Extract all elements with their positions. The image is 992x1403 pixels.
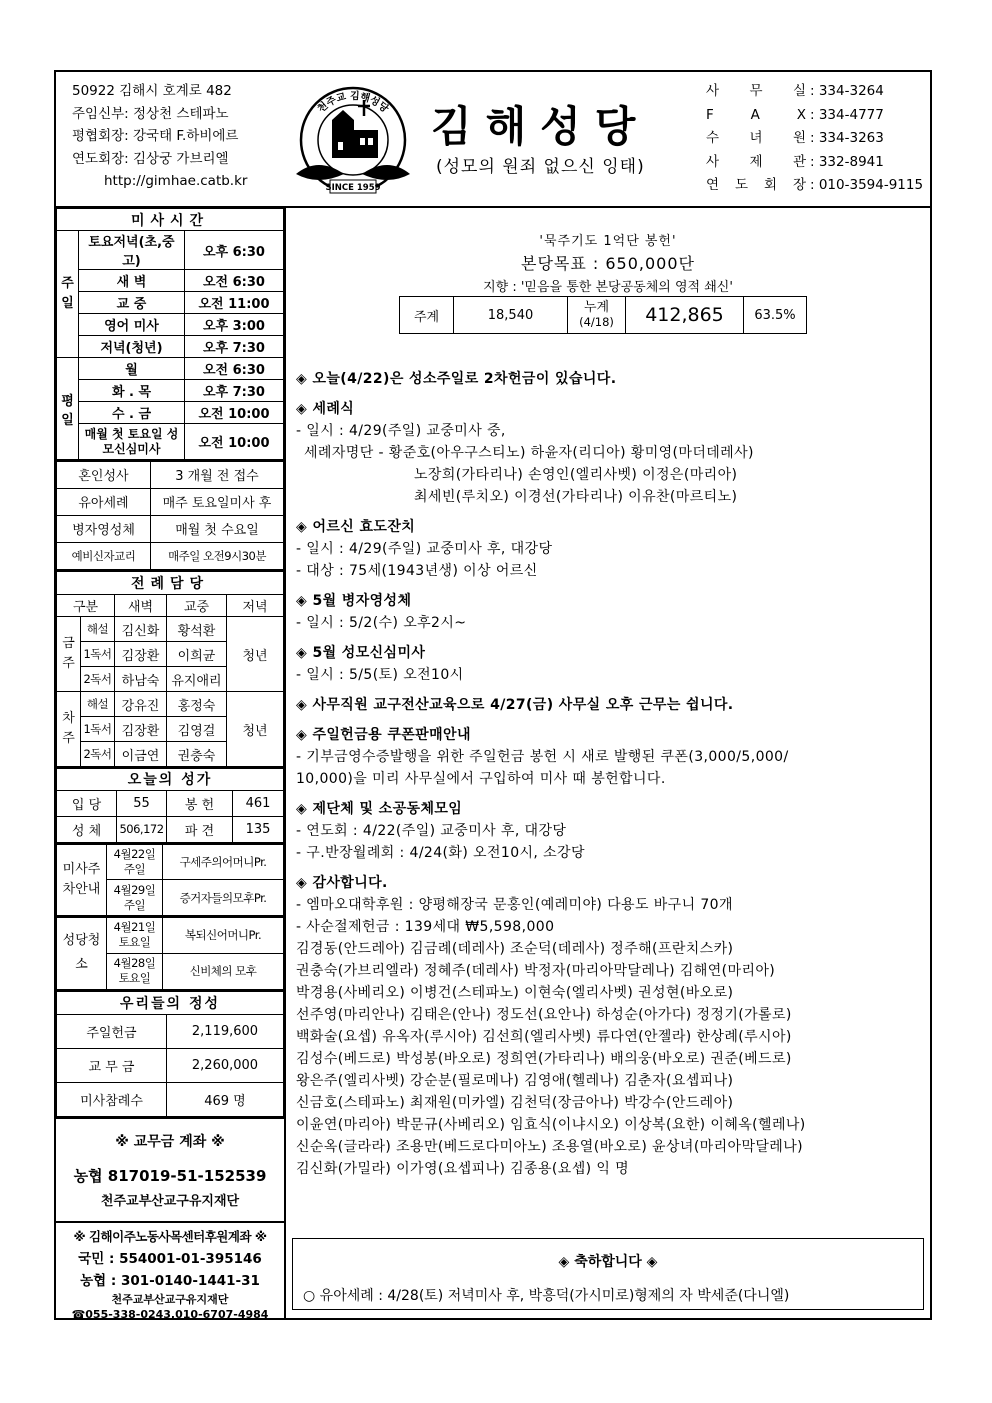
liturgy-header: 새벽: [115, 595, 167, 617]
notice-line: 박경용(사베리오) 이병건(스테파노) 이현숙(엘리사벳) 권성현(바오로): [296, 985, 734, 1001]
mass-name: 영어 미사: [79, 314, 185, 336]
donation-title: ※ 김해이주노동사목센터후원계좌 ※: [73, 1229, 267, 1244]
cleaning-label: 성당청소: [57, 917, 107, 989]
hymn-label: 입 당: [57, 790, 117, 816]
liturgy-dawn: 김장환: [115, 642, 167, 667]
contact-value: : 332-8941: [810, 153, 884, 170]
notice-heading: ◈ 세례식: [296, 401, 355, 417]
donation-account-1: 국민 : 554001-01-395146: [78, 1251, 262, 1267]
total-value: 412,865: [626, 297, 744, 334]
hymn-number: 55: [117, 790, 167, 816]
left-column: [56, 208, 286, 1321]
contact-value: : 334-3264: [810, 83, 884, 99]
hymn-number: 506,172: [117, 816, 167, 842]
notice-line: 김성수(베드로) 박성봉(바오로) 정희연(가타리나) 배의웅(바오로) 권준(베드로): [296, 1051, 792, 1067]
contact-label: 수 녀 원: [706, 130, 806, 146]
notice-line: - 엠마오대학후원 : 양평해장국 문홍인(예레미야) 다용도 바구니 70개: [296, 897, 733, 913]
notice-heading: ◈ 감사합니다.: [296, 875, 388, 891]
notice-line: 신금호(스테파노) 최재원(미카엘) 김천덕(장금아나) 박강수(안드레아): [296, 1095, 734, 1111]
notice-heading: ◈ 제단체 및 소공동체모임: [296, 801, 463, 817]
notice-heading: ◈ 주일헌금용 쿠폰판매안내: [296, 727, 471, 743]
right-column: [286, 208, 930, 1318]
notice-line: - 일시 : 5/5(토) 오전10시: [296, 667, 464, 683]
hymn-title: 오늘의 성가: [57, 768, 284, 790]
svg-text:천주교 김해성당: [315, 89, 392, 115]
liturgy-role: 해설: [81, 692, 115, 717]
notice-line: 김신화(가밀라) 이가영(요셉피나) 김종용(요셉) 익 명: [296, 1161, 630, 1177]
cleaning-table: [56, 916, 284, 990]
liturgy-main: 김영걸: [167, 717, 227, 742]
notice-line: 최세빈(루치오) 이경선(가타리나) 이유찬(마르티노): [414, 489, 738, 505]
sacrament-value: 매주일 오전9시30분: [151, 542, 284, 569]
contact-value: : 334-4777: [810, 106, 884, 123]
offering-name: 주일헌금: [57, 1015, 167, 1049]
notice-line: 이윤연(마리아) 박문규(사베리오) 임효식(이냐시오) 이상복(요한) 이혜옥(헬레나): [296, 1117, 806, 1133]
liturgy-role: 해설: [81, 617, 115, 642]
liturgy-role: 2독서: [81, 742, 115, 767]
contact-convent: [706, 127, 923, 151]
parking-group: 증거자들의모후Pr.: [163, 880, 284, 916]
week-value: 18,540: [454, 297, 568, 334]
parish-info: [72, 80, 247, 193]
progress-percent: 63.5%: [744, 297, 807, 334]
liturgy-main: 이희균: [167, 642, 227, 667]
liturgy-evening: 청년: [227, 617, 284, 692]
liturgy-main: 홍정숙: [167, 692, 227, 717]
liturgy-role: 1독서: [81, 717, 115, 742]
offering-value: 2,260,000: [167, 1049, 284, 1083]
contact-yeondo: [706, 174, 923, 198]
liturgy-title: 전례담당: [57, 571, 284, 595]
mass-title: 미사시간: [57, 209, 284, 231]
hymn-label: 성 체: [57, 816, 117, 842]
mass-time: 오후 3:00: [185, 314, 284, 336]
liturgy-dawn: 하남숙: [115, 667, 167, 692]
sacrament-name: 병자영성체: [57, 515, 151, 542]
website-link[interactable]: http://gimhae.catb.kr: [104, 173, 248, 189]
mass-name: 저녁(청년): [79, 336, 185, 358]
notice-line: - 일시 : 4/29(주일) 교중미사 후, 대강당: [296, 541, 553, 557]
notice-line: - 사순절제헌금 : 139세대 ₩5,598,000: [296, 919, 555, 935]
notice-heading: ◈ 5월 성모신심미사: [296, 645, 426, 661]
sacrament-value: 매주 토요일미사 후: [151, 488, 284, 515]
mass-time: 오전 11:00: [185, 292, 284, 314]
cleaning-group: 신비체의 모후: [163, 953, 284, 989]
donation-phone: ☎055-338-0243,010-6707-4984: [71, 1308, 269, 1321]
rosary-intention: 지향 : '믿음을 통한 본당공동체의 영적 쇄신': [483, 280, 733, 295]
parish-logo: [288, 82, 418, 200]
notice-line: 김경동(안드레아) 김금례(데레사) 조순덕(데레사) 정주해(프란치스카): [296, 941, 734, 957]
weekday-label: 평일: [57, 358, 79, 460]
contact-label: 사 무 실: [706, 83, 806, 99]
notice-line: 선주영(마리안나) 김태은(안나) 정도선(요안나) 하성순(아가다) 정정기(가롤로): [296, 1007, 792, 1023]
notice-line: - 일시 : 4/29(주일) 교중미사 중,: [296, 423, 506, 439]
mass-name: 토요저녁(초,중고): [79, 231, 185, 270]
bulletin-frame: [54, 70, 932, 1320]
sacrament-name: 혼인성사: [57, 461, 151, 488]
donation-account-2: 농협 : 301-0140-1441-31: [80, 1273, 260, 1289]
mass-name: 월: [79, 358, 185, 380]
liturgy-table: [56, 570, 284, 768]
mass-time: 오전 10:00: [185, 424, 284, 460]
hymn-number: 461: [233, 790, 284, 816]
rosary-goal: 본당목표 : 650,000단: [520, 254, 695, 273]
hymn-label: 봉 헌: [167, 790, 233, 816]
notice-list: [296, 368, 926, 1180]
migrant-center-account: [56, 1221, 284, 1321]
mass-time: 오후 7:30: [185, 380, 284, 402]
total-label-cell: [568, 297, 626, 334]
contact-fax: [706, 104, 923, 128]
rosary-target: [286, 230, 930, 295]
hymn-number: 135: [233, 816, 284, 842]
mass-name: 매월 첫 토요일 성모신심미사: [79, 424, 185, 460]
sacrament-value: 매월 첫 수요일: [151, 515, 284, 542]
contact-value: : 010-3594-9115: [810, 177, 924, 193]
offering-name: 미사참례수: [57, 1083, 167, 1117]
contact-list: [706, 80, 923, 198]
notice-heading: ◈ 오늘(4/22)은 성소주일로 2차헌금이 있습니다.: [296, 371, 617, 387]
logo-arc-text: 천주교 김해성당: [315, 90, 391, 116]
notice-line: 신순옥(글라라) 조용만(베드로다미아노) 조용열(바오로) 윤상녀(마리아막달레나): [296, 1139, 804, 1155]
council-president: 평협회장: 강국태 F.하비에르: [72, 128, 239, 144]
congratulations-box: [292, 1238, 924, 1310]
mass-name: 화 . 목: [79, 380, 185, 402]
parish-title: 김해성당: [431, 102, 650, 151]
contact-label: 사 제 관: [706, 153, 806, 170]
liturgy-main: 유지애리: [167, 667, 227, 692]
contact-value: : 334-3263: [810, 130, 884, 146]
parking-label: 미사주차안내: [57, 844, 107, 916]
parish-account: [56, 1117, 284, 1221]
offering-title: 우리들의 정성: [57, 991, 284, 1015]
notice-line: 10,000)을 미리 사무실에서 구입하여 미사 때 봉헌합니다.: [296, 771, 666, 787]
parking-date: 4월29일 주일: [107, 880, 163, 916]
liturgy-dawn: 강유진: [115, 692, 167, 717]
donation-holder: 천주교부산교구유지재단: [111, 1293, 229, 1306]
notice-line: 권충숙(가브리엘라) 정혜주(데레사) 박정자(마리아막달레나) 김해연(마리아): [296, 963, 776, 979]
pastor: 주임신부: 정상천 스테파노: [72, 105, 229, 122]
liturgy-header: 교중: [167, 595, 227, 617]
cleaning-date: 4월21일 토요일: [107, 917, 163, 953]
cleaning-date: 4월28일 토요일: [107, 953, 163, 989]
notice-heading: ◈ 어르신 효도잔치: [296, 519, 416, 535]
next-week-label: 차주: [57, 692, 81, 767]
liturgy-role: 2독서: [81, 667, 115, 692]
mass-schedule-table: [56, 208, 284, 460]
offering-table: [56, 990, 284, 1118]
notice-heading: ◈ 5월 병자영성체: [296, 593, 412, 609]
mass-time: 오후 7:30: [185, 336, 284, 358]
contact-label: 연 도 회 장: [706, 177, 806, 193]
parking-table: [56, 843, 284, 917]
total-date: (4/18): [579, 315, 614, 329]
mass-time: 오후 6:30: [185, 231, 284, 270]
rosary-stats-table: [399, 296, 807, 334]
account-title: ※ 교무금 계좌 ※: [115, 1134, 225, 1150]
liturgy-dawn: 이금연: [115, 742, 167, 767]
notice-heading: ◈ 사무직원 교구전산교육으로 4/27(금) 사무실 오후 근무는 쉽니다.: [296, 697, 734, 713]
logo-since-text: SINCE 1959: [325, 183, 381, 193]
sacrament-name: 유아세례: [57, 488, 151, 515]
liturgy-role: 1독서: [81, 642, 115, 667]
parish-subtitle: (성모의 원죄 없으신 잉태): [436, 157, 645, 177]
account-number: 농협 817019-51-152539: [73, 1167, 267, 1185]
sacrament-table: [56, 460, 284, 570]
congratulations-body: ○ 유아세례 : 4/28(토) 저녁미사 후, 박흥덕(가시미로)형제의 자 박세준(다니엘): [303, 1288, 790, 1304]
account-holder: 천주교부산교구유지재단: [100, 1194, 240, 1209]
liturgy-header: 구분: [57, 595, 115, 617]
parking-group: 구세주의어머니Pr.: [163, 844, 284, 880]
address: 50922 김해시 호계로 482: [72, 83, 232, 99]
week-label: 주계: [400, 297, 454, 334]
notice-line: - 대상 : 75세(1943년생) 이상 어르신: [296, 563, 538, 579]
cleaning-group: 복되신어머니Pr.: [163, 917, 284, 953]
rosary-campaign: '묵주기도 1억단 봉헌': [539, 234, 677, 249]
mass-time: 오전 6:30: [185, 358, 284, 380]
hymn-table: [56, 767, 284, 843]
notice-line: - 기부금영수증발행을 위한 주일헌금 봉헌 시 새로 발행된 쿠폰(3,000/5,000/: [296, 749, 789, 765]
liturgy-main: 권충숙: [167, 742, 227, 767]
hymn-label: 파 견: [167, 816, 233, 842]
mass-name: 교 중: [79, 292, 185, 314]
liturgy-dawn: 김장환: [115, 717, 167, 742]
header: [56, 72, 930, 208]
contact-office: [706, 80, 923, 104]
notice-line: - 일시 : 5/2(수) 오후2시~: [296, 615, 467, 631]
mass-name: 수 . 금: [79, 402, 185, 424]
mass-time: 오전 10:00: [185, 402, 284, 424]
offering-value: 2,119,600: [167, 1015, 284, 1049]
notice-line: - 연도회 : 4/22(주일) 교중미사 후, 대강당: [296, 823, 567, 839]
offering-value: 469 명: [167, 1083, 284, 1117]
youth-president: 연도회장: 김상궁 가브리엘: [72, 150, 229, 167]
mass-time: 오전 6:30: [185, 270, 284, 292]
congratulations-title: ◈ 축하합니다 ◈: [558, 1254, 658, 1270]
liturgy-evening: 청년: [227, 692, 284, 767]
offering-name: 교 무 금: [57, 1049, 167, 1083]
total-label: 누계: [583, 300, 610, 315]
this-week-label: 금주: [57, 617, 81, 692]
mass-name: 새 벽: [79, 270, 185, 292]
notice-line: 왕은주(엘리사벳) 강순분(필로메나) 김영애(헬레나) 김춘자(요셉피나): [296, 1073, 734, 1089]
notice-line: 백화술(요셉) 유옥자(루시아) 김선희(엘리사벳) 류다연(안젤라) 한상례(루시아): [296, 1029, 792, 1045]
sacrament-name: 예비신자교리: [57, 542, 151, 569]
liturgy-header: 저녁: [227, 595, 284, 617]
sunday-label: 주일: [57, 231, 79, 358]
notice-line: 노장희(가타리나) 손영인(엘리사벳) 이정은(마리아): [414, 467, 738, 483]
notice-line: 세례자명단 - 황준호(아우구스티노) 하윤자(리디아) 황미영(마더데레사): [304, 445, 754, 461]
sacrament-value: 3 개월 전 접수: [151, 461, 284, 488]
liturgy-dawn: 김신화: [115, 617, 167, 642]
parking-date: 4월22일 주일: [107, 844, 163, 880]
notice-line: - 구.반장월례회 : 4/24(화) 오전10시, 소강당: [296, 845, 585, 861]
contact-rectory: [706, 151, 923, 175]
liturgy-main: 황석환: [167, 617, 227, 642]
contact-label: F A X: [706, 106, 806, 123]
